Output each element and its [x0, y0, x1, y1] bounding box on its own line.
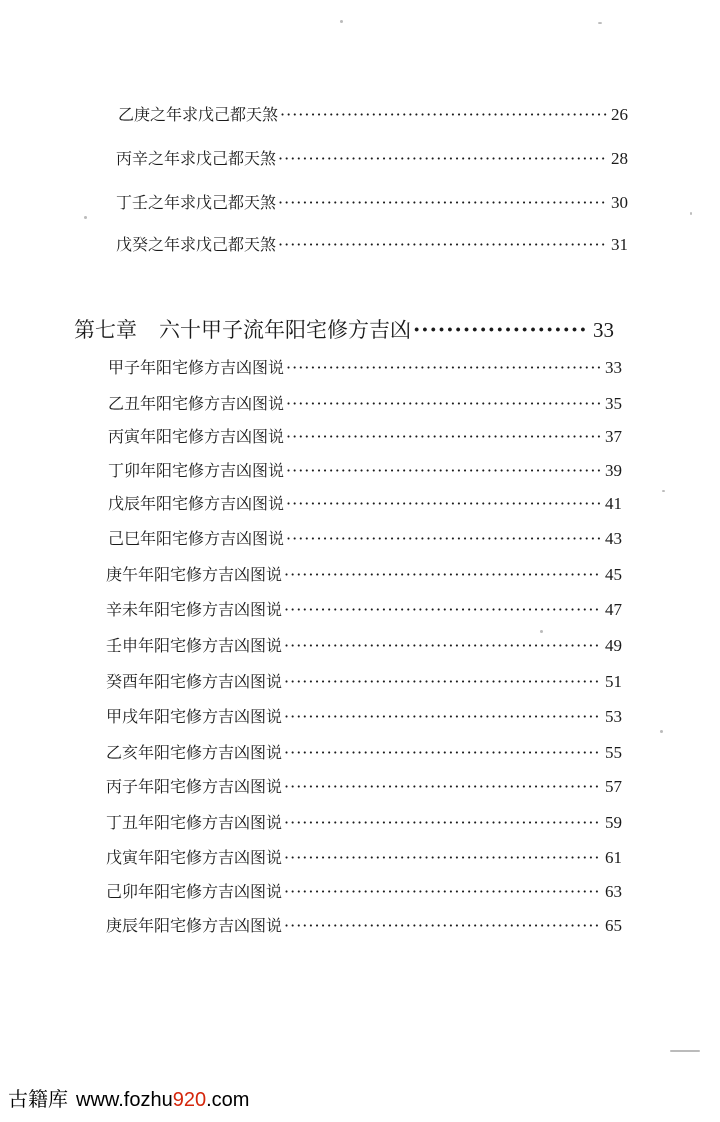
toc-entry-page: 65 — [605, 916, 622, 935]
leader-dots — [286, 494, 601, 513]
toc-entry — [106, 810, 622, 833]
toc-entry-page: 26 — [611, 105, 628, 124]
toc-entry-page: 43 — [605, 529, 622, 548]
toc-entry-page: 51 — [605, 672, 622, 691]
chapter-title: 六十甲子流年阳宅修方吉凶 — [159, 318, 411, 342]
toc-entry — [106, 562, 622, 585]
toc-entry — [108, 424, 622, 447]
leader-dots — [286, 427, 601, 446]
toc-entry-page: 35 — [605, 394, 622, 413]
toc-entry-page: 59 — [605, 813, 622, 832]
toc-entry — [106, 704, 622, 727]
toc-entry — [106, 633, 622, 656]
scan-speck — [662, 490, 665, 492]
chapter-page: 33 — [593, 318, 614, 342]
toc-entry-page: 57 — [605, 777, 622, 796]
toc-entry — [106, 913, 622, 936]
toc-entry-page: 53 — [605, 707, 622, 726]
leader-dots — [284, 882, 601, 901]
leader-dots — [284, 600, 601, 619]
toc-entry — [106, 774, 622, 797]
toc-entry-title: 甲子年阳宅修方吉凶图说 — [108, 358, 285, 377]
leader-dots — [284, 707, 601, 726]
leader-dots — [284, 916, 601, 935]
toc-entry-title: 丙子年阳宅修方吉凶图说 — [106, 777, 283, 796]
toc-entry-page: 61 — [605, 848, 622, 867]
toc-entry-title: 丁卯年阳宅修方吉凶图说 — [108, 461, 285, 480]
scan-speck — [540, 630, 543, 633]
leader-dots — [286, 394, 601, 413]
leader-dots — [284, 565, 601, 584]
scan-speck — [690, 212, 692, 215]
toc-entry — [106, 740, 622, 763]
chapter-heading — [74, 314, 614, 344]
scan-speck — [84, 216, 87, 219]
toc-entry — [108, 355, 622, 378]
toc-entry-title: 癸酉年阳宅修方吉凶图说 — [106, 672, 283, 691]
leader-dots — [284, 636, 601, 655]
toc-entry-page: 41 — [605, 494, 622, 513]
toc-entry-title: 戊寅年阳宅修方吉凶图说 — [106, 848, 283, 867]
toc-entry — [118, 102, 628, 125]
toc-entry-page: 30 — [611, 193, 628, 212]
toc-entry-title: 乙庚之年求戊己都天煞 — [118, 105, 279, 124]
toc-entry-page: 39 — [605, 461, 622, 480]
toc-entry — [106, 669, 622, 692]
leader-dots — [278, 193, 607, 212]
leader-dots — [280, 105, 607, 124]
toc-entry — [108, 391, 622, 414]
toc-entry-page: 33 — [605, 358, 622, 377]
scan-speck — [670, 1050, 700, 1052]
toc-entry-title: 壬申年阳宅修方吉凶图说 — [106, 636, 283, 655]
toc-entry-title: 甲戌年阳宅修方吉凶图说 — [106, 707, 283, 726]
toc-entry-title: 乙丑年阳宅修方吉凶图说 — [108, 394, 285, 413]
toc-entry-title: 丁丑年阳宅修方吉凶图说 — [106, 813, 283, 832]
leader-dots — [284, 813, 601, 832]
toc-entry — [116, 190, 628, 213]
toc-entry-page: 55 — [605, 743, 622, 762]
scan-speck — [598, 22, 602, 24]
leader-dots — [284, 848, 601, 867]
leader-dots — [286, 358, 601, 377]
leader-dots — [278, 235, 607, 254]
toc-entry — [106, 597, 622, 620]
toc-entry — [116, 232, 628, 255]
toc-entry-title: 庚午年阳宅修方吉凶图说 — [106, 565, 283, 584]
watermark-brand: 古籍库 — [8, 1089, 68, 1111]
toc-entry — [106, 845, 622, 868]
toc-entry-page: 45 — [605, 565, 622, 584]
leader-dots — [413, 317, 589, 342]
toc-entry-page: 37 — [605, 427, 622, 446]
toc-entry-title: 丁壬之年求戊己都天煞 — [116, 193, 277, 212]
toc-entry-title: 己巳年阳宅修方吉凶图说 — [108, 529, 285, 548]
leader-dots — [284, 743, 601, 762]
toc-entry-title: 辛未年阳宅修方吉凶图说 — [106, 600, 283, 619]
leader-dots — [286, 461, 601, 480]
toc-entry — [108, 491, 622, 514]
toc-entry — [116, 146, 628, 169]
toc-entry-title: 丙辛之年求戊己都天煞 — [116, 149, 277, 168]
leader-dots — [284, 777, 601, 796]
leader-dots — [284, 672, 601, 691]
toc-entry — [106, 879, 622, 902]
toc-entry-title: 丙寅年阳宅修方吉凶图说 — [108, 427, 285, 446]
toc-entry-title: 戊辰年阳宅修方吉凶图说 — [108, 494, 285, 513]
leader-dots — [278, 149, 607, 168]
watermark-url: www.fozhu920.com — [76, 1089, 250, 1111]
scan-speck — [340, 20, 343, 23]
leader-dots — [286, 529, 601, 548]
toc-entry-page: 63 — [605, 882, 622, 901]
toc-entry — [108, 458, 622, 481]
toc-entry-title: 庚辰年阳宅修方吉凶图说 — [106, 916, 283, 935]
toc-entry-page: 47 — [605, 600, 622, 619]
scan-speck — [660, 730, 663, 733]
toc-entry-page: 31 — [611, 235, 628, 254]
toc-entry-page: 49 — [605, 636, 622, 655]
toc-entry-page: 28 — [611, 149, 628, 168]
chapter-number: 第七章 — [74, 318, 137, 342]
site-watermark — [8, 1083, 249, 1112]
toc-entry — [108, 526, 622, 549]
toc-entry-title: 己卯年阳宅修方吉凶图说 — [106, 882, 283, 901]
toc-entry-title: 戊癸之年求戊己都天煞 — [116, 235, 277, 254]
toc-entry-title: 乙亥年阳宅修方吉凶图说 — [106, 743, 283, 762]
